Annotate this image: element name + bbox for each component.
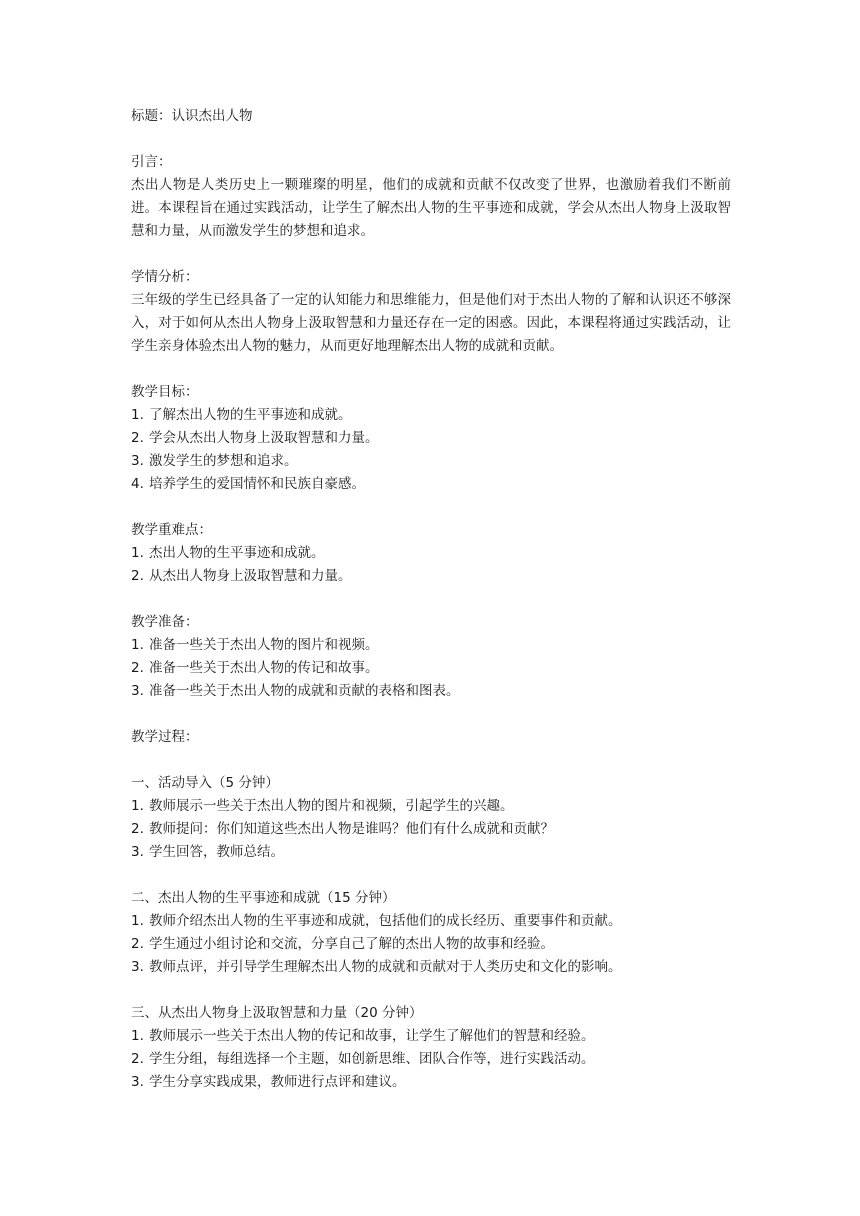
- list-number: 1.: [131, 913, 144, 929]
- document-title: 标题：认识杰出人物: [131, 108, 253, 124]
- process-section-heading: 二、杰出人物的生平事迹和成就（15 分钟）: [131, 890, 396, 906]
- process-section-heading: 三、从杰出人物身上汲取智慧和力量（20 分钟）: [131, 1005, 423, 1021]
- list-item: [131, 795, 731, 818]
- list-number: 3.: [131, 453, 144, 469]
- spacer: [131, 128, 731, 151]
- list-item: [131, 841, 731, 864]
- spacer: [131, 588, 731, 611]
- list-number: 1.: [131, 1028, 144, 1044]
- list-number: 3.: [131, 959, 144, 975]
- list-item: [131, 1048, 731, 1071]
- list-item: [131, 404, 731, 427]
- list-text: 了解杰出人物的生平事迹和成就。: [149, 407, 352, 423]
- list-item: [131, 427, 731, 450]
- spacer: [131, 358, 731, 381]
- list-item: [131, 634, 731, 657]
- list-text: 学会从杰出人物身上汲取智慧和力量。: [149, 430, 379, 446]
- list-number: 2.: [131, 936, 144, 952]
- list-item: [131, 1071, 731, 1094]
- list-text: 学生回答，教师总结。: [149, 844, 284, 860]
- list-text: 教师展示一些关于杰出人物的图片和视频，引起学生的兴趣。: [149, 798, 514, 814]
- list-number: 2.: [131, 1051, 144, 1067]
- list-number: 4.: [131, 476, 144, 492]
- list-item: [131, 542, 731, 565]
- list-item: [131, 910, 731, 933]
- list-number: 2.: [131, 821, 144, 837]
- list-text: 教师介绍杰出人物的生平事迹和成就，包括他们的成长经历、重要事件和贡献。: [149, 913, 622, 929]
- list-text: 准备一些关于杰出人物的图片和视频。: [149, 637, 379, 653]
- analysis-paragraph: 三年级的学生已经具备了一定的认知能力和思维能力，但是他们对于杰出人物的了解和认识还不够深入，对于如何从杰出人物身上汲取智慧和力量还存在一定的困惑。因此，本课程将通过实践活动，让学生亲身体验杰出人物的魅力，从而更好地理解杰出人物的成就和贡献。: [131, 292, 731, 354]
- list-number: 1.: [131, 637, 144, 653]
- list-text: 学生分组，每组选择一个主题，如创新思维、团队合作等，进行实践活动。: [149, 1051, 595, 1067]
- goals-heading: 教学目标：: [131, 384, 199, 400]
- list-text: 准备一些关于杰出人物的成就和贡献的表格和图表。: [149, 683, 460, 699]
- list-number: 1.: [131, 545, 144, 561]
- intro-heading: 引言：: [131, 154, 172, 170]
- list-item: [131, 956, 731, 979]
- list-number: 1.: [131, 798, 144, 814]
- spacer: [131, 979, 731, 1002]
- list-text: 杰出人物的生平事迹和成就。: [149, 545, 325, 561]
- list-item: [131, 1025, 731, 1048]
- key-points-heading: 教学重难点：: [131, 522, 212, 538]
- list-number: 3.: [131, 1074, 144, 1090]
- list-number: 2.: [131, 660, 144, 676]
- list-item: [131, 657, 731, 680]
- process-section-heading: 一、活动导入（5 分钟）: [131, 775, 279, 791]
- document-page: [131, 105, 731, 1094]
- list-text: 教师点评，并引导学生理解杰出人物的成就和贡献对于人类历史和文化的影响。: [149, 959, 622, 975]
- list-number: 1.: [131, 407, 144, 423]
- list-text: 教师提问：你们知道这些杰出人物是谁吗？他们有什么成就和贡献？: [149, 821, 554, 837]
- list-item: [131, 450, 731, 473]
- list-text: 从杰出人物身上汲取智慧和力量。: [149, 568, 352, 584]
- spacer: [131, 243, 731, 266]
- preparation-heading: 教学准备：: [131, 614, 199, 630]
- spacer: [131, 749, 731, 772]
- list-text: 教师展示一些关于杰出人物的传记和故事，让学生了解他们的智慧和经验。: [149, 1028, 595, 1044]
- list-text: 学生分享实践成果，教师进行点评和建议。: [149, 1074, 406, 1090]
- list-item: [131, 473, 731, 496]
- list-number: 2.: [131, 430, 144, 446]
- list-number: 3.: [131, 844, 144, 860]
- spacer: [131, 703, 731, 726]
- list-number: 2.: [131, 568, 144, 584]
- list-item: [131, 680, 731, 703]
- list-text: 学生通过小组讨论和交流，分享自己了解的杰出人物的故事和经验。: [149, 936, 554, 952]
- list-number: 3.: [131, 683, 144, 699]
- spacer: [131, 864, 731, 887]
- list-item: [131, 933, 731, 956]
- list-text: 激发学生的梦想和追求。: [149, 453, 298, 469]
- list-item: [131, 818, 731, 841]
- process-heading: 教学过程：: [131, 729, 199, 745]
- list-text: 准备一些关于杰出人物的传记和故事。: [149, 660, 379, 676]
- list-item: [131, 565, 731, 588]
- analysis-heading: 学情分析：: [131, 269, 199, 285]
- list-text: 培养学生的爱国情怀和民族自豪感。: [149, 476, 365, 492]
- spacer: [131, 496, 731, 519]
- intro-paragraph: 杰出人物是人类历史上一颗璀璨的明星，他们的成就和贡献不仅改变了世界，也激励着我们不断前进。本课程旨在通过实践活动，让学生了解杰出人物的生平事迹和成就，学会从杰出人物身上汲取智慧和力量，从而激发学生的梦想和追求。: [131, 177, 731, 239]
